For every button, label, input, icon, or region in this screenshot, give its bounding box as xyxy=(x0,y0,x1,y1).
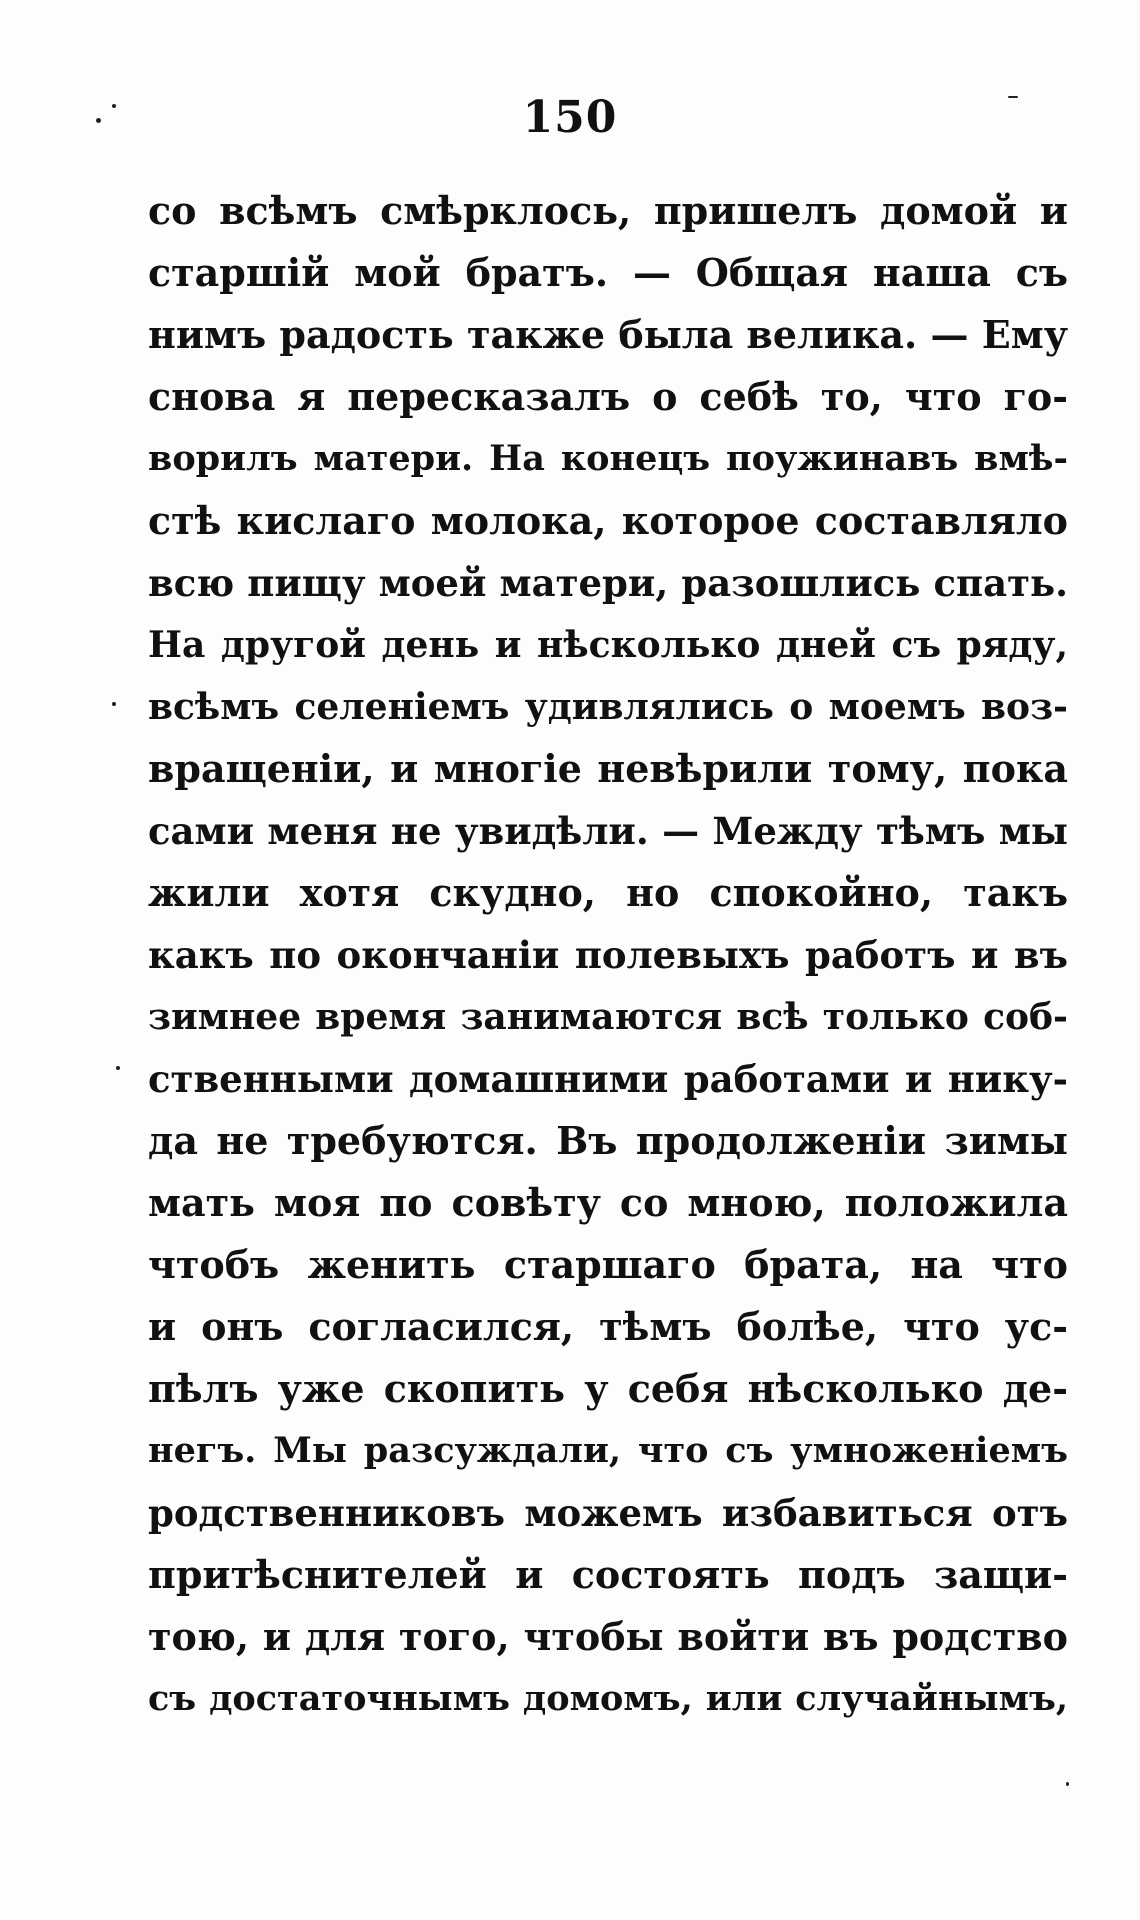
text-line: жили хотя скудно, но спокойно, такъ xyxy=(148,870,1068,915)
ink-speck xyxy=(1066,1782,1069,1786)
text-line: стѣ кислаго молока, которое составляло xyxy=(148,498,1068,543)
text-line: мать моя по совѣту со мною, положила xyxy=(148,1180,1068,1225)
text-line: и онъ согласился, тѣмъ болѣе, что ус- xyxy=(148,1304,1068,1349)
text-line: сами меня не увидѣли. — Между тѣмъ мы xyxy=(148,809,1068,853)
text-line: пѣлъ уже скопить у себя нѣсколько де- xyxy=(148,1366,1068,1411)
text-line: нимъ радость также была велика. — Ему xyxy=(148,312,1069,357)
text-line: старшій мой братъ. — Общая наша съ xyxy=(148,250,1068,295)
body-text xyxy=(148,180,1068,1730)
text-line: со всѣмъ смѣрклось, пришелъ домой и xyxy=(148,188,1068,233)
text-line: всѣмъ селеніемъ удивлялись о моемъ воз- xyxy=(148,686,1068,728)
text-line: чтобъ женить старшаго брата, на что xyxy=(148,1242,1068,1287)
text-line: ворилъ матери. На конецъ поужинавъ вмѣ- xyxy=(148,438,1068,479)
text-line: ственными домашними работами и нику- xyxy=(148,1057,1068,1101)
text-line: родственниковъ можемъ избавиться отъ xyxy=(148,1491,1068,1535)
text-line: тою, и для того, чтобы войти въ родство xyxy=(148,1614,1068,1659)
text-line: зимнее время занимаются всѣ только соб- xyxy=(148,996,1068,1038)
text-line: всю пищу моей матери, разошлись спать. xyxy=(148,561,1068,605)
text-line: съ достаточнымъ домомъ, или случайнымъ, xyxy=(148,1678,1068,1719)
ink-speck xyxy=(112,702,116,706)
text-line: притѣснителей и состоять подъ защи- xyxy=(148,1552,1068,1597)
ink-speck xyxy=(116,1066,120,1070)
text-line: На другой день и нѣсколько дней съ ряду, xyxy=(148,624,1068,666)
text-line: негъ. Мы разсуждали, что съ умноженіемъ xyxy=(148,1430,1068,1471)
text-line: вращеніи, и многіе невѣрили тому, пока xyxy=(148,746,1068,791)
text-line: какъ по окончаніи полевыхъ работъ и въ xyxy=(148,933,1068,977)
text-line: да не требуются. Въ продолженіи зимы xyxy=(148,1118,1068,1163)
page-number: 150 xyxy=(522,92,618,143)
text-line: снова я пересказалъ о себѣ то, что го- xyxy=(148,374,1068,419)
